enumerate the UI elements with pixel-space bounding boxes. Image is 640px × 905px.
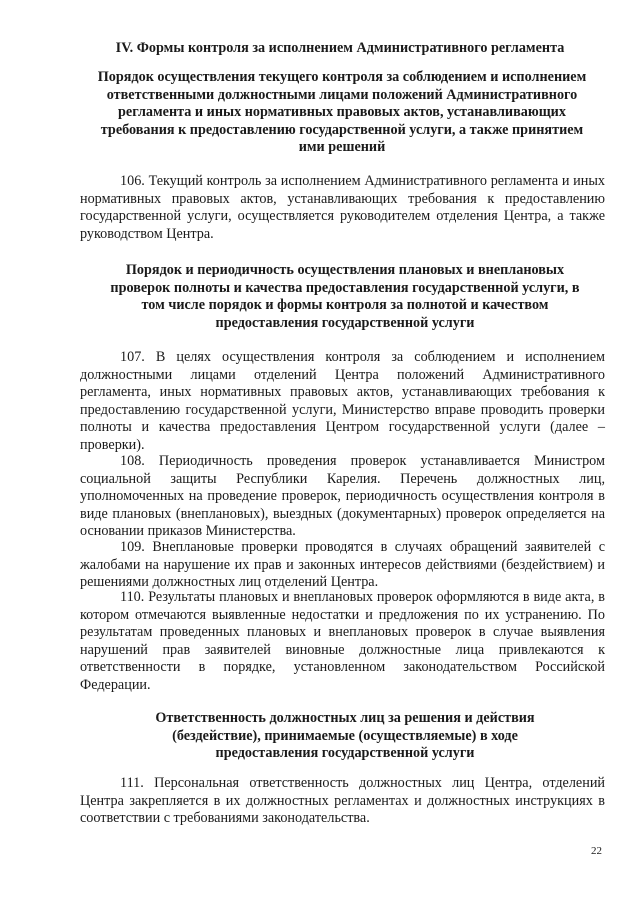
page-number: 22 [591, 845, 602, 857]
heading-inspections: Порядок и периодичность осуществления плановых и внеплановых проверок полноты и качества предоставления государственной услуги, в том числе порядок и формы контроля за полнотой и качеством предоставления государственной услуги [110, 262, 580, 331]
paragraph-110: 110. Результаты плановых и внеплановых проверок оформляются в виде акта, в котором отмечаются выявленные недостатки и предложения по их устранению. По результатам проведенных плановых и внеплановых проверок в случае выявления нарушений прав заявителей виновные должностные лица привлекаются к ответственности в порядке, установленном законодательством Российской Федерации. [80, 589, 605, 693]
heading-current-control: Порядок осуществления текущего контроля за соблюдением и исполнением ответственными должностными лицами положений Административного регламента и иных нормативных правовых актов, устанавливающих требования к предоставлению государственной услуги, а также принятием ими решений [97, 69, 587, 155]
heading-responsibility: Ответственность должностных лиц за решения и действия (бездействие), принимаемые (осуществляемые) в ходе предоставления государственной услуги [155, 710, 535, 761]
section-title: IV. Формы контроля за исполнением Административного регламента [115, 40, 565, 56]
paragraph-108: 108. Периодичность проведения проверок устанавливается Министром социальной защиты Республики Карелия. Перечень должностных лиц, уполномоченных на проведение проверок, периодичность осуществления контроля в виде плановых (внеплановых), выездных (документарных) проверок определяется на основании приказов Министерства. [80, 453, 605, 540]
paragraph-106: 106. Текущий контроль за исполнением Административного регламента и иных нормативных правовых актов, устанавливающих требования к предоставлению государственной услуги, осуществляется руководителем отделения Центра, а также руководством Центра. [80, 173, 605, 242]
paragraph-107: 107. В целях осуществления контроля за соблюдением и исполнением должностными лицами отделений Центра положений Административного регламента, иных нормативных правовых актов, устанавливающих требования к предоставлению государственной услуги, Министерство вправе проводить проверки полноты и качества предоставления Центром государственной услуги (далее – проверки). [80, 349, 605, 453]
paragraph-111: 111. Персональная ответственность должностных лиц Центра, отделений Центра закрепляется в их должностных регламентах и должностных инструкциях в соответствии с требованиями законодательства. [80, 775, 605, 827]
paragraph-109: 109. Внеплановые проверки проводятся в случаях обращений заявителей с жалобами на нарушение их прав и законных интересов действиями (бездействием) и решениями должностных лиц отделений Центра. [80, 539, 605, 591]
